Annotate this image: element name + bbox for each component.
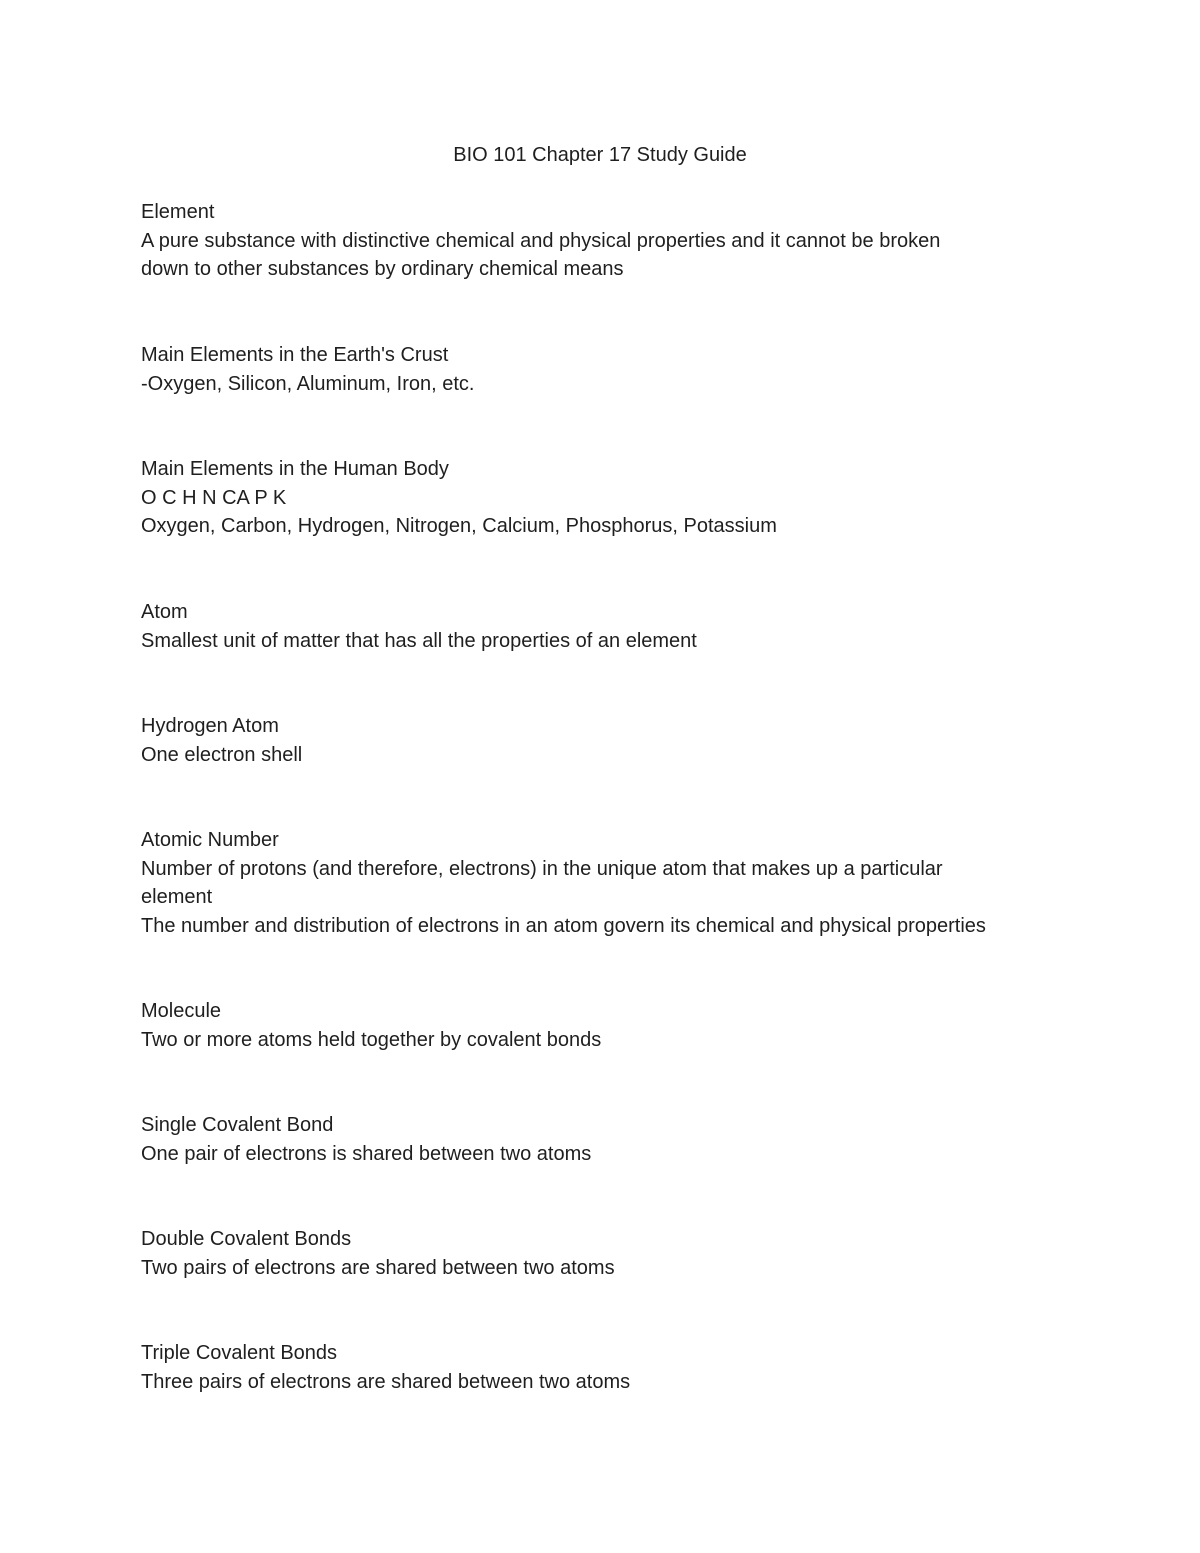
section-molecule <box>141 997 1071 1054</box>
section-heading: Atomic Number <box>141 829 279 851</box>
section-text: Number of protons (and therefore, electrons) in the unique atom that makes up a particular <box>141 857 943 880</box>
section-heading: Double Covalent Bonds <box>141 1228 352 1250</box>
section-heading: Element <box>141 201 215 223</box>
section-hydrogen-atom <box>141 712 1071 769</box>
section-text: Smallest unit of matter that has all the properties of an element <box>141 629 697 652</box>
section-double-covalent-bonds <box>141 1225 1071 1282</box>
section-heading: Molecule <box>141 1000 222 1022</box>
section-text: One electron shell <box>141 743 303 766</box>
section-earth-crust <box>141 341 1071 398</box>
section-triple-covalent-bonds <box>141 1339 1071 1396</box>
section-single-covalent-bond <box>141 1111 1071 1168</box>
section-text: -Oxygen, Silicon, Aluminum, Iron, etc. <box>141 372 475 395</box>
section-element <box>141 198 1071 284</box>
section-heading: Single Covalent Bond <box>141 1114 334 1136</box>
section-atomic-number <box>141 826 1071 940</box>
section-text: element <box>141 886 213 909</box>
section-heading: Main Elements in the Earth's Crust <box>141 344 449 366</box>
section-heading: Hydrogen Atom <box>141 715 279 737</box>
section-text: down to other substances by ordinary chemical means <box>141 258 624 281</box>
section-text: Oxygen, Carbon, Hydrogen, Nitrogen, Calcium, Phosphorus, Potassium <box>141 515 777 538</box>
section-heading: Atom <box>141 601 188 623</box>
section-heading: Triple Covalent Bonds <box>141 1342 338 1364</box>
section-text: O C H N CA P K <box>141 486 287 509</box>
document-title: BIO 101 Chapter 17 Study Guide <box>453 144 747 166</box>
section-text: Two pairs of electrons are shared between two atoms <box>141 1256 615 1279</box>
section-atom <box>141 598 1071 655</box>
section-text: A pure substance with distinctive chemical and physical properties and it cannot be broken <box>141 229 941 252</box>
section-text: The number and distribution of electrons in an atom govern its chemical and physical properties <box>141 914 986 937</box>
section-text: Three pairs of electrons are shared between two atoms <box>141 1370 631 1393</box>
section-human-body <box>141 455 1071 541</box>
section-text: One pair of electrons is shared between two atoms <box>141 1142 592 1165</box>
section-text: Two or more atoms held together by covalent bonds <box>141 1028 602 1051</box>
section-heading: Main Elements in the Human Body <box>141 458 449 480</box>
